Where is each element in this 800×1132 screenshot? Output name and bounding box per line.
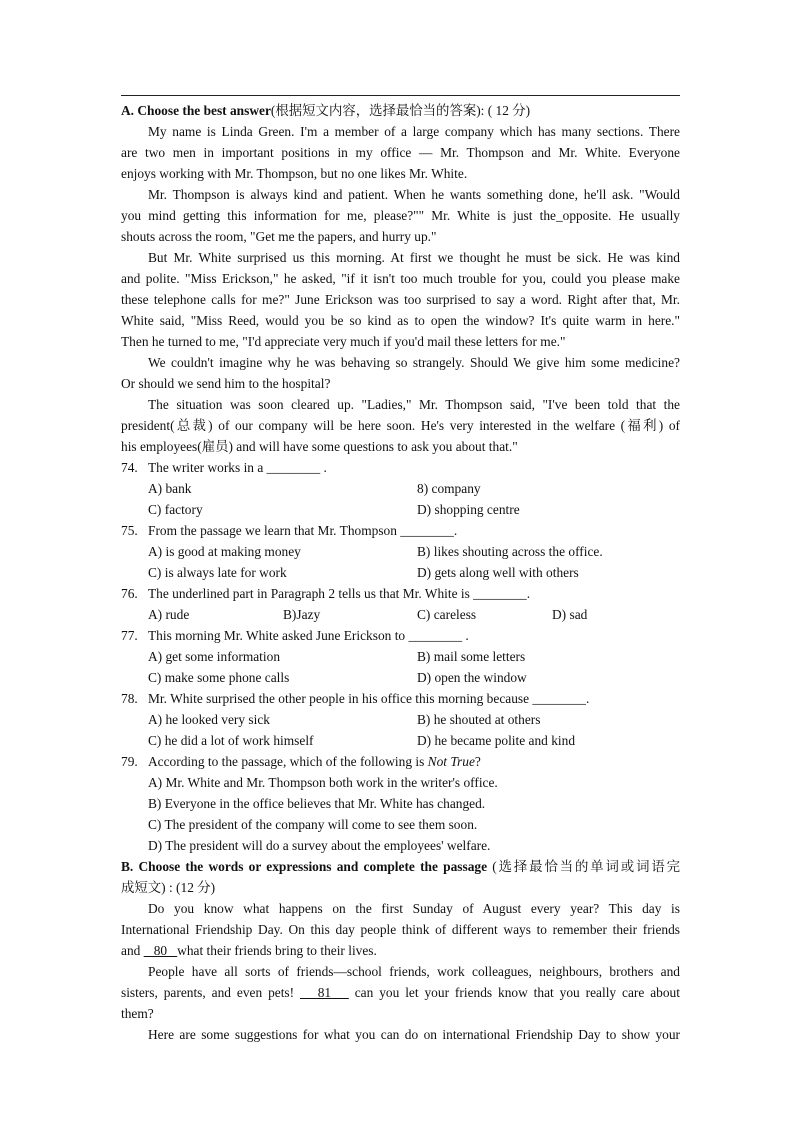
question-stem	[121, 457, 680, 478]
answer-option[interactable]: C) factory	[148, 502, 203, 517]
passage-a-line: But Mr. White surprised us this morning. At first we thought he must be sick. He was kind	[148, 250, 680, 265]
text-span: sisters, parents, and even pets!	[121, 985, 300, 1000]
exam-page	[121, 95, 680, 1045]
answer-option[interactable]: A) bank	[148, 481, 192, 496]
passage-b-line: them?	[121, 1006, 154, 1021]
answer-option[interactable]: C) is always late for work	[148, 565, 287, 580]
section-b-heading-line2: 成短文) : (12 分)	[121, 880, 216, 895]
question-text: The underlined part in Paragraph 2 tells us that Mr. White is ________.	[148, 586, 531, 601]
passage-a-line: The situation was soon cleared up. "Ladies," Mr. Thompson said, "I've been told that the	[148, 397, 680, 412]
section-a-heading	[121, 100, 680, 121]
passage-a-line: Then he turned to me, "I'd appreciate very much if you'd mail these letters for me."	[121, 334, 566, 349]
question-number: 77.	[121, 628, 138, 643]
answer-option[interactable]: C) The president of the company will come to see them soon.	[148, 817, 478, 832]
options-row	[121, 709, 680, 730]
question-stem	[121, 688, 680, 709]
passage-a-line: his employees(雇员) and will have some questions to ask you about that."	[121, 439, 518, 454]
passage-a-line: and polite. "Miss Erickson," he asked, "if it isn't too much trouble for you, could you please make	[121, 271, 680, 286]
answer-option[interactable]: B) mail some letters	[417, 649, 526, 664]
question-text: This morning Mr. White asked June Erickson to ________ .	[148, 628, 469, 643]
answer-option[interactable]: A) is good at making money	[148, 544, 301, 559]
question-number: 76.	[121, 586, 138, 601]
text-span: can you let your friends know that you really care about	[348, 985, 680, 1000]
passage-a-line: you mind getting this information for me, please?"" Mr. White is just the_opposite. He usually	[121, 208, 680, 223]
answer-option[interactable]: D) sad	[552, 607, 588, 622]
passage-b-line: Here are some suggestions for what you can do on international Friendship Day to show your	[148, 1027, 680, 1042]
options-row	[121, 541, 680, 562]
section-b-heading	[121, 856, 680, 877]
question-text: According to the passage, which of the following is	[148, 754, 428, 769]
answer-option[interactable]: A) he looked very sick	[148, 712, 270, 727]
question-text: ?	[474, 754, 481, 769]
answer-option[interactable]: B)Jazy	[283, 607, 321, 622]
passage-a-line: We couldn't imagine why he was behaving so strangely. Should We give him some medicine?	[148, 355, 680, 370]
answer-option[interactable]: C) make some phone calls	[148, 670, 290, 685]
answer-option[interactable]: A) rude	[148, 607, 190, 622]
options-row	[121, 499, 680, 520]
questions	[121, 457, 680, 856]
answer-option[interactable]: C) careless	[417, 607, 477, 622]
answer-option[interactable]: B) Everyone in the office believes that Mr. White has changed.	[148, 796, 486, 811]
question-number: 79.	[121, 754, 138, 769]
passage-a-line: enjoys working with Mr. Thompson, but no one likes Mr. White.	[121, 166, 468, 181]
passage-b-line: Do you know what happens on the first Sunday of August every year? This day is	[148, 901, 680, 916]
answer-option[interactable]: A) Mr. White and Mr. Thompson both work in the writer's office.	[148, 775, 498, 790]
question-text: From the passage we learn that Mr. Thompson ________.	[148, 523, 458, 538]
section-a-heading-rest: (根据短文内容，选择最恰当的答案): ( 12 分)	[270, 103, 531, 118]
passage-b-line: People have all sorts of friends—school friends, work colleagues, neighbours, brothers and	[148, 964, 680, 979]
answer-option[interactable]: D) shopping centre	[417, 502, 520, 517]
section-b-heading-rest: (选择最恰当的单词或词语完	[487, 859, 680, 874]
blank-81[interactable]: 81	[300, 985, 349, 1000]
blank-80[interactable]: 80	[143, 943, 178, 958]
options-row	[121, 667, 680, 688]
passage-a-line: Or should we send him to the hospital?	[121, 376, 331, 391]
question-stem	[121, 751, 680, 772]
question-number: 75.	[121, 523, 138, 538]
options-row	[121, 604, 680, 625]
question-number: 74.	[121, 460, 138, 475]
passage-a-line: president(总裁) of our company will be here soon. He's very interested in the welfare (福利) of	[121, 418, 680, 433]
answer-option[interactable]: D) open the window	[417, 670, 527, 685]
answer-option[interactable]: B) he shouted at others	[417, 712, 541, 727]
passage-a	[121, 121, 680, 457]
question-number: 78.	[121, 691, 138, 706]
options-row	[121, 730, 680, 751]
passage-a-line: shouts across the room, "Get me the papers, and hurry up."	[121, 229, 437, 244]
question-stem	[121, 520, 680, 541]
answer-option[interactable]: D) he became polite and kind	[417, 733, 576, 748]
passage-a-line: My name is Linda Green. I'm a member of a large company which has many sections. There	[148, 124, 680, 139]
answer-option[interactable]: B) likes shouting across the office.	[417, 544, 603, 559]
passage-b-line: International Friendship Day. On this day people think of different ways to remember their friends	[121, 922, 680, 937]
top-rule	[121, 95, 680, 96]
question-stem	[121, 583, 680, 604]
options-row	[121, 562, 680, 583]
text-span: what their friends bring to their lives.	[177, 943, 377, 958]
question-emphasis: Not True	[427, 754, 475, 769]
answer-option[interactable]: 8) company	[417, 481, 481, 496]
answer-option[interactable]: D) gets along well with others	[417, 565, 579, 580]
question-stem	[121, 625, 680, 646]
options-row	[121, 646, 680, 667]
passage-b-line	[121, 982, 680, 1003]
passage-a-line: these telephone calls for me?" June Erickson was too surprised to say a word. Right after that, Mr.	[121, 292, 680, 307]
passage-b-line	[121, 940, 680, 961]
question-text: The writer works in a ________ .	[148, 460, 327, 475]
answer-option[interactable]: C) he did a lot of work himself	[148, 733, 314, 748]
passage-a-line: Mr. Thompson is always kind and patient. When he wants something done, he'll ask. "Would	[148, 187, 680, 202]
passage-a-line: White said, "Miss Reed, would you be so kind as to open the window? It's quite warm in here."	[121, 313, 680, 328]
passage-a-line: are two men in important positions in my office — Mr. Thompson and Mr. White. Everyone	[121, 145, 680, 160]
section-a-heading-bold: A. Choose the best answer	[121, 103, 271, 118]
options-row	[121, 478, 680, 499]
answer-option[interactable]: A) get some information	[148, 649, 281, 664]
answer-option[interactable]: D) The president will do a survey about the employees' welfare.	[148, 838, 491, 853]
section-b-heading-bold: B. Choose the words or expressions and complete the passage	[121, 859, 488, 874]
text-span: and	[121, 943, 144, 958]
question-text: Mr. White surprised the other people in his office this morning because ________.	[148, 691, 590, 706]
